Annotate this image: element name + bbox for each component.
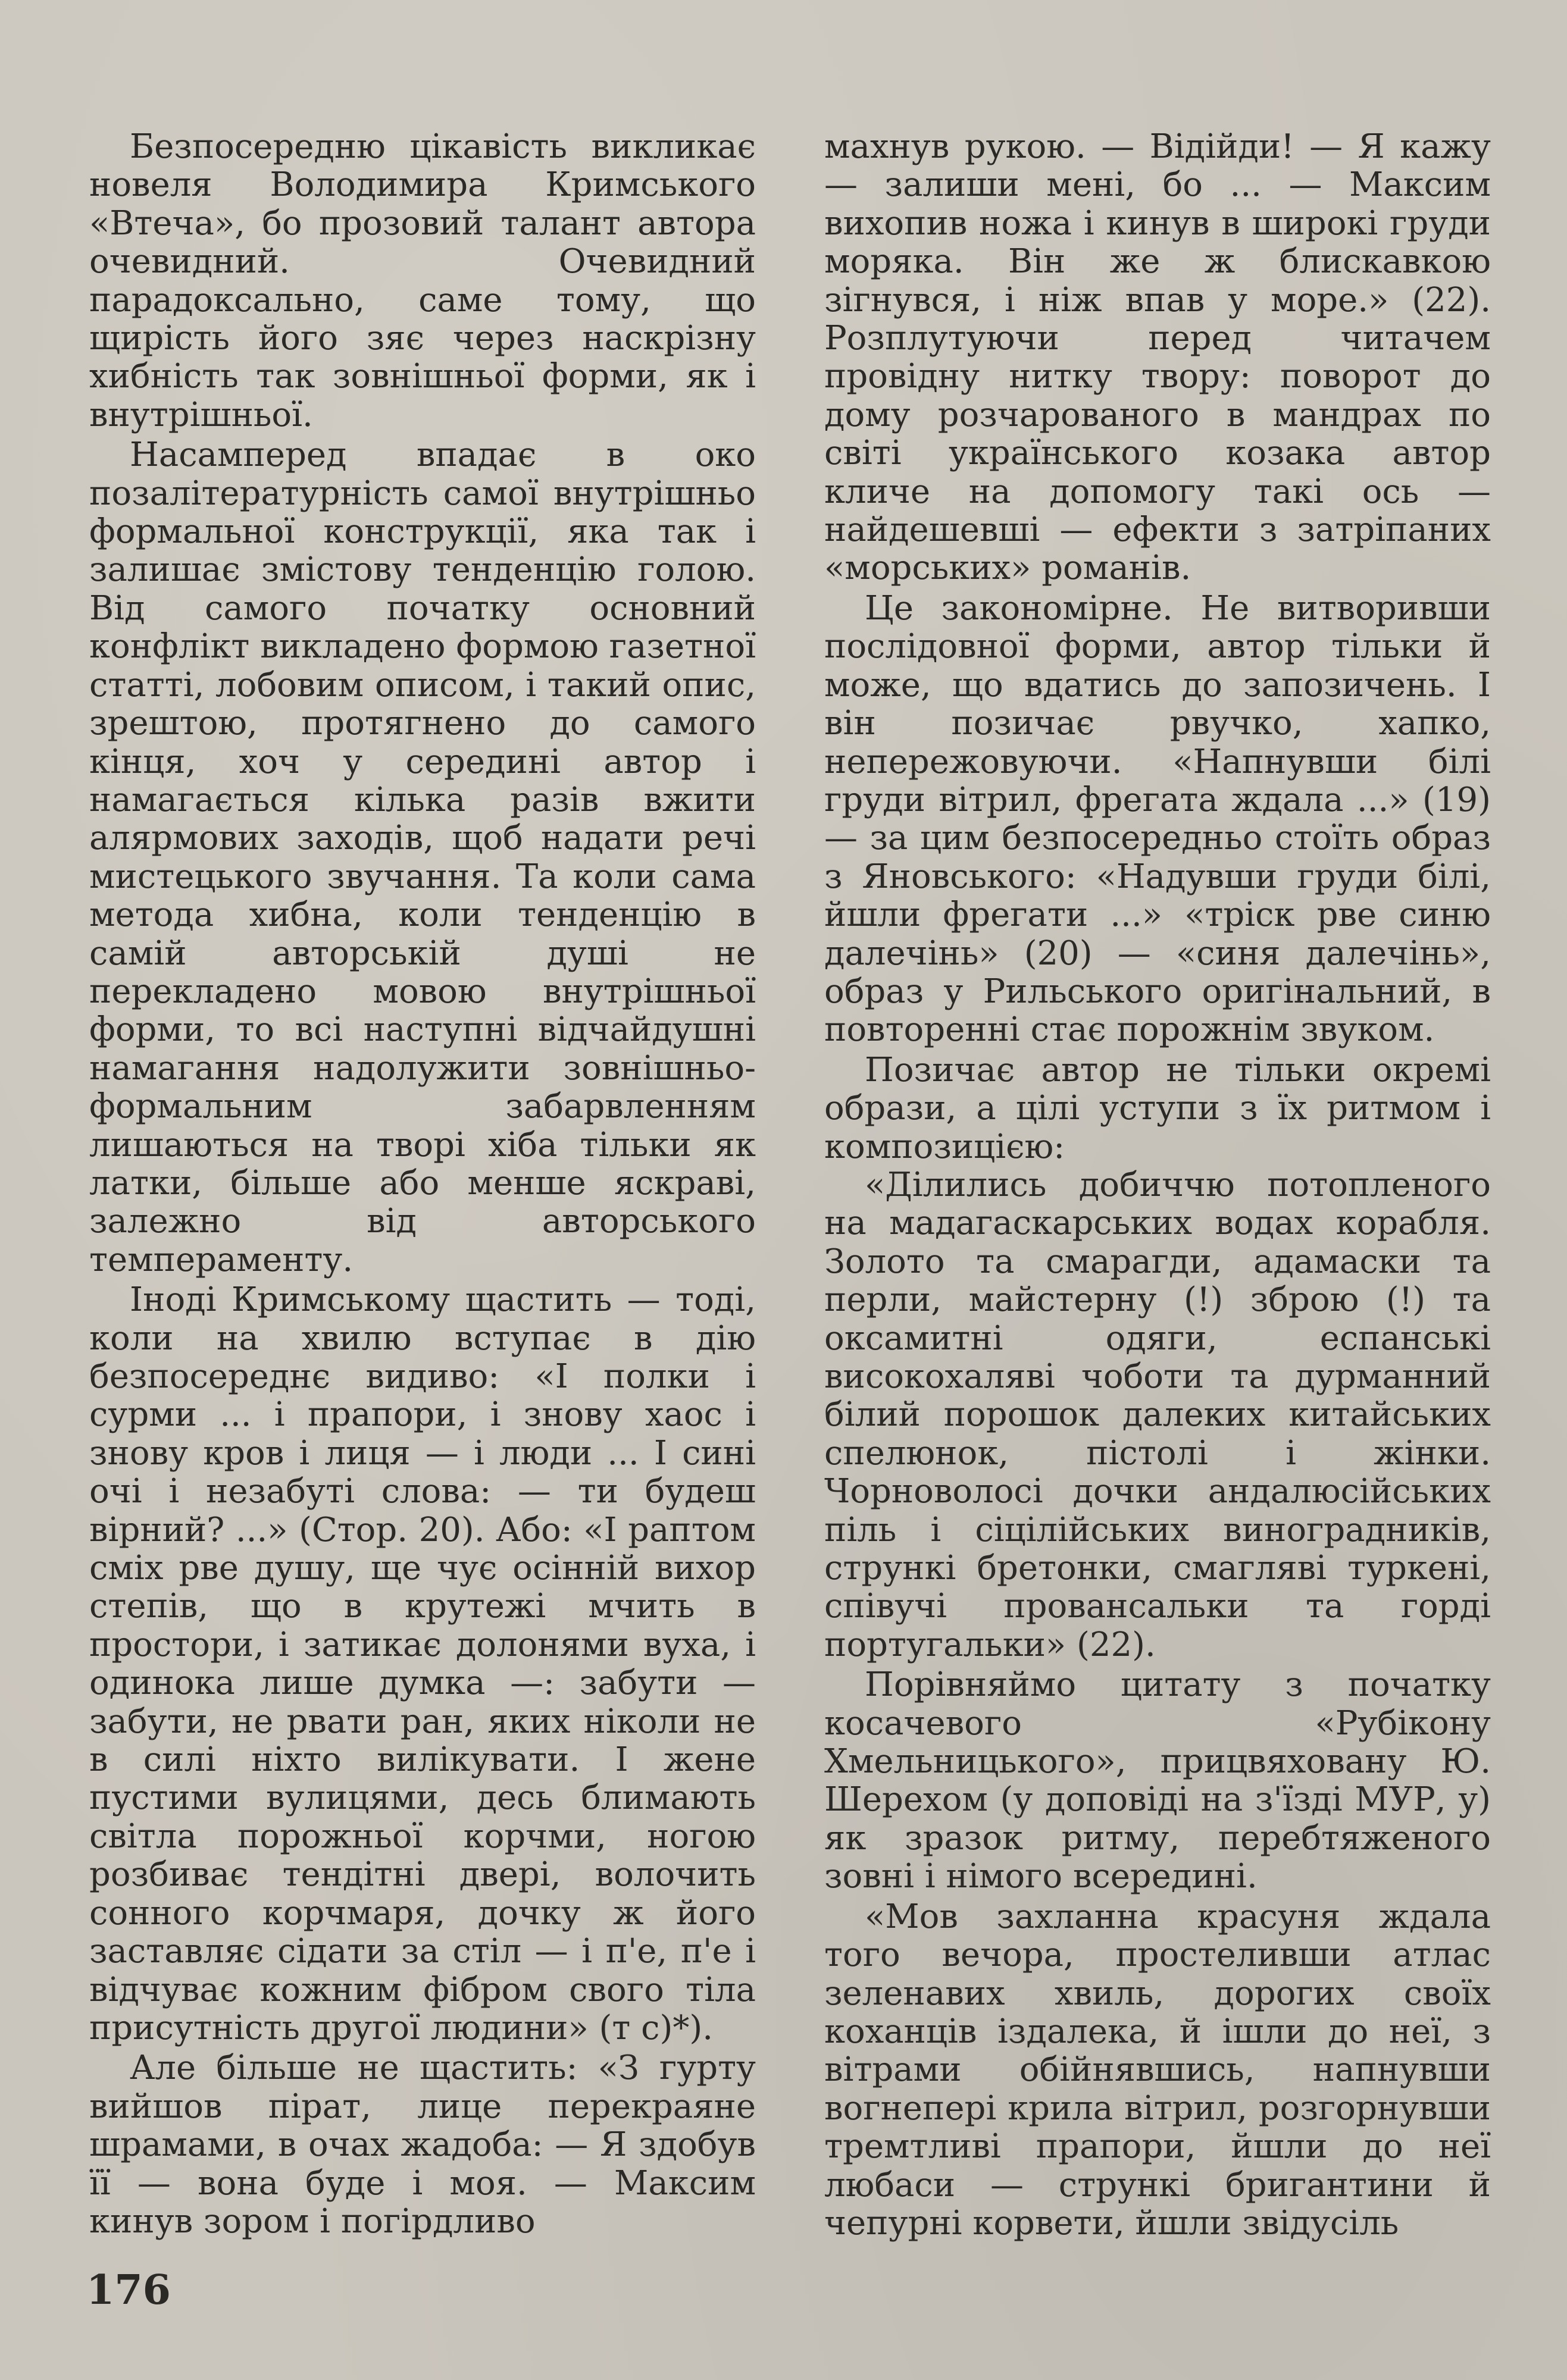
left-column: [89, 128, 756, 2241]
paragraph: Порівняймо цитату з початку косачевого «Рубікону Хмельницького», прицвяховану Ю. Шерехом (у доповіді на з'їзді МУР, у) як зразок ритму, перебтяженого зовні і німого всередині.: [824, 1665, 1491, 1896]
right-column: [824, 128, 1491, 2243]
paragraph: Насамперед впадає в око позалітературність самої внутрішньо формальної конструкції, яка так і залишає змістову тенденцію голою. Від самого початку основний конфлікт викладено формою газетної статті, лобовим описом, і такий опис, зрештою, протягнено до самого кінця, хоч у середині автор і намагається кілька разів вжити алярмових заходів, щоб надати речі мистецького звучання. Та коли сама метода хибна, коли тенденцію в самій авторській душі не перекладено мовою внутрішньої форми, то всі наступні відчайдушні намагання надолужити зовнішньо-формальним забарвленням лишаються на творі хіба тільки як латки, більше або менше яскраві, залежно від авторського темпераменту.: [89, 436, 756, 1279]
paragraph: Це закономірне. Не витворивши послідовної форми, автор тільки й може, що вдатись до запозичень. І він позичає рвучко, хапко, непережовуючи. «Напнувши білі груди вітрил, фрегата ждала ...» (19) — за цим безпосередньо стоїть образ з Яновського: «Надувши груди білі, йшли фрегати ...» «тріск рве синю далечінь» (20) — «синя далечінь», образ у Рильського оригінальний, в повторенні стає порожнім звуком.: [824, 588, 1491, 1050]
paragraph: Безпосередню цікавість викликає новеля Володимира Кримського «Втеча», бо прозовий талант автора очевидний. Очевидний парадоксально, саме тому, що щирість його зяє через наскрізну хибність так зовнішньої форми, як і внутрішньої.: [89, 127, 756, 434]
quotation: «Мов захланна красуня ждала того вечора, простеливши атлас зеленавих хвиль, дорогих своїх коханців іздалека, й ішли до неї, з вітрами обійнявшись, напнувши вогнепері крила вітрил, розгорнувши тремтливі прапори, йшли до неї любаси — стрункі бригантини й чепурні корвети, йшли звідусіль: [824, 1897, 1491, 2243]
quotation: «Ділились добиччю потопленого на мадагаскарських водах корабля. Золото та смарагди, адамаски та перли, майстерну (!) зброю (!) та оксамитні одяги, еспанські високохаляві чоботи та дурманний білий порошок далеких китайських спелюнок, пістолі і жінки. Чорноволосі дочки андалюсійських піль і сіцілійських виноградників, стрункі бретонки, смагляві туркені, співучі провансальки та горді португальки» (22).: [824, 1165, 1491, 1664]
page-number: 176: [86, 2266, 171, 2314]
paragraph: Але більше не щастить: «З гурту вийшов пірат, лице перекраяне шрамами, в очах жадоба: — Я здобув її — вона буде і моя. — Максим кинув зором і погірдливо: [89, 2049, 756, 2241]
paragraph: Позичає автор не тільки окремі образи, а цілі уступи з їх ритмом і композицією:: [824, 1050, 1491, 1166]
paragraph: Іноді Кримському щастить — тоді, коли на хвилю вступає в дію безпосереднє видиво: «І полки і сурми ... і прапори, і знову хаос і знову кров і лиця — і люди ... І сині очі і незабуті слова: — ти будеш вірний? ...» (Стор. 20). Або: «І раптом сміх рве душу, ще чує осінній вихор степів, що в крутежі мчить в простори, і затикає долонями вуха, і одинока лише думка —: забути — забути, не рвати ран, яких ніколи не в силі ніхто вилікувати. І жене пустими вулицями, десь блимають світла порожньої корчми, ногою розбиває тендітні двері, волочить сонного корчмаря, дочку ж його заставляє сідати за стіл — і п'е, п'е і відчуває кожним фібром свого тіла присутність другої людини» (т с)*).: [89, 1280, 756, 2047]
paragraph: махнув рукою. — Відійди! — Я кажу — залиши мені, бо ... — Максим вихопив ножа і кинув в широкі груди моряка. Він же ж блискавкою зігнувся, і ніж впав у море.» (22). Розплутуючи перед читачем провідну нитку твору: поворот до дому розчарованого в мандрах по світі українського козака автор кличе на допомогу такі ось — найдешевші — ефекти з затріпаних «морських» романів.: [824, 127, 1491, 588]
